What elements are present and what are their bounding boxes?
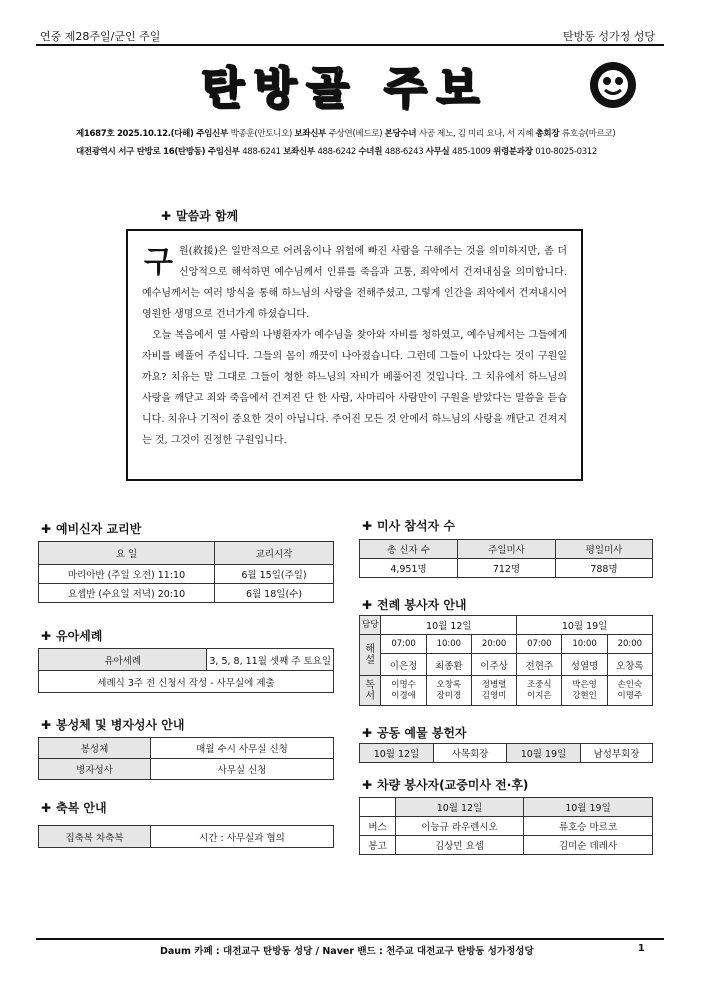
blessing-table: 집축복 차축복 시간 : 사무실과 협의	[38, 825, 334, 848]
table-row: 버스 이능규 라우렌시오 류호승 마르코	[360, 817, 653, 836]
role-label-reader: 독서	[360, 676, 381, 706]
cross-icon: ✚	[40, 718, 52, 732]
infant-baptism-title: ✚ 유아세례	[40, 629, 103, 643]
info-segment: 485-1009	[452, 147, 494, 157]
info-segment: 보좌신부	[294, 129, 329, 139]
info-segment: 주임신부	[207, 147, 243, 157]
cross-icon: ✚	[40, 629, 52, 643]
info-segment: 488-6241	[242, 147, 284, 157]
info-segment: 총회장	[535, 129, 562, 139]
ministers-title: ✚ 전례 봉사자 안내	[361, 598, 467, 612]
info-segment: 류호승(마르코)	[561, 129, 616, 139]
info-segment: 사공 제노, 김 미리 요나, 서 지혜	[418, 129, 536, 139]
info-segment: 488-6243	[384, 147, 426, 157]
offering-table: 10월 12일 사목회장 10월 19일 남성부회장	[359, 743, 653, 763]
drop-cap: 구	[144, 245, 173, 280]
table-header: 요 일	[39, 542, 215, 565]
word-paragraph-1: 구원(救援)은 일반적으로 어려움이나 위험에 빠진 사람을 구해주는 것을 의미하지만, 좀 더 신앙적으로 해석하면 예수님께서 인류를 죽음과 고통, 죄악에서 건져내심을 의미합니다. 예수님께서는 여러 방식을 통해 하느님의 사랑을 전해주셨고, 그렇게 인간을 죄악에서 건져내시어 영원한 생명으로 건너가게 하셨습니다.	[142, 245, 567, 320]
info-segment: 위령분과장	[493, 147, 536, 157]
table-row: 마리아반 (주일 오전) 11:10 6월 15일(주일)	[39, 565, 334, 584]
info-segment: 010-8025-0312	[535, 147, 598, 157]
vehicle-table: 10월 12일 10월 19일 버스 이능규 라우렌시오 류호승 마르코 봉고 김상민 요셉 김미순 데레사	[359, 797, 653, 855]
table-row: 이은정 최종환 이주상 전현주 성열명 오창록	[360, 654, 653, 676]
info-segment: 주임신부	[196, 129, 231, 139]
parish-logo-icon	[588, 60, 638, 110]
catechumen-title: ✚ 예비신자 교리반	[40, 522, 142, 536]
word-section-title: ✚ 말씀과 함께	[160, 209, 239, 223]
bulletin-info-line2	[76, 145, 597, 157]
vehicle-title: ✚ 차량 봉사자(교중미사 전·후)	[361, 778, 529, 792]
footer-text: Daum 카페 : 대전교구 탄방동 성당 / Naver 밴드 : 천주교 대전교구 탄방동 성가정성당	[160, 946, 534, 957]
cross-icon: ✚	[361, 778, 373, 792]
ministers-table: 담당 10월 12일 10월 19일 해설 07:00 10:00 20:00 07:00 10:00 20:00 이은정 최종환 이주상 전현주 성열명 오창록 독서 이명수 이경애 오창록 장미경 정병렬 김영미 조중식 이지은 박은영 강현인 손인숙 이명주	[359, 615, 653, 706]
attendance-title: ✚ 미사 참석자 수	[361, 519, 455, 533]
word-paragraph-2: 오늘 복음에서 열 사람의 나병환자가 예수님을 찾아와 자비를 청하였고, 예수님께서는 그들에게 자비를 베풀어 주십니다. 그들의 몸이 깨끗이 나아졌습니다. 그런데 그들이 나았다는 것이 구원일까요? 치유는 말 그대로 그들이 청한 하느님의 자비가 베풀어진 것입니다. 그 치유에서 하느님의 사랑을 깨닫고 죄와 죽음에서 건져진 단 한 사람, 사마리아 사람만이 구원을 받았다는 말씀을 듣습니다. 치유나 기적이 중요한 것이 아닙니다. 주어진 모든 것 안에서 하느님의 사랑을 깨닫고 건져지는 것, 그것이 진정한 구원입니다.	[142, 330, 567, 446]
table-row: 봉성체 매월 수시 사무실 신청	[39, 738, 334, 759]
info-segment: 제1687호 2025.10.12.(다해)	[76, 129, 197, 139]
cross-icon: ✚	[361, 519, 373, 533]
offering-title: ✚ 공동 예물 봉헌자	[361, 726, 467, 740]
cross-icon: ✚	[40, 522, 52, 536]
info-segment: 본당수녀	[384, 129, 419, 139]
cross-icon: ✚	[160, 209, 172, 223]
table-row: 병자성사 사무실 신청	[39, 759, 334, 780]
page-number: 1	[638, 943, 645, 954]
cross-icon: ✚	[361, 598, 373, 612]
header-rule	[36, 44, 664, 46]
header-left: 연중 제28주일/군인 주일	[40, 30, 161, 43]
word-box	[126, 229, 583, 481]
attendance-table: 총 신자 수 주일미사 평일미사 4,951명 712명 788명	[359, 539, 653, 578]
cross-icon: ✚	[361, 726, 373, 740]
info-segment: 주상연(베드로)	[328, 129, 385, 139]
communion-title: ✚ 봉성체 및 병자성사 안내	[40, 718, 185, 732]
infant-baptism-note: 세례식 3주 전 신청서 작성 - 사무실에 제출	[39, 671, 334, 693]
table-row: 독서 이명수 이경애 오창록 장미경 정병렬 김영미 조중식 이지은 박은영 강현인 손인숙 이명주	[360, 676, 653, 706]
bulletin-title: 탄방골 주보	[201, 63, 489, 114]
header-right: 탄방동 성가정 성당	[562, 30, 655, 43]
info-segment: 488-6242	[317, 147, 359, 157]
info-segment: 대전광역시 서구 탄방로 16(탄방동)	[76, 147, 208, 157]
cross-icon: ✚	[40, 801, 52, 815]
table-row: 봉고 김상민 요셉 김미순 데레사	[360, 836, 653, 855]
catechumen-table	[38, 541, 334, 603]
info-segment: 박종훈(안토니오)	[230, 129, 295, 139]
role-label-commentator: 해설	[360, 635, 381, 676]
info-segment: 사무실	[425, 147, 453, 157]
infant-baptism-table: 유아세례 3, 5, 8, 11월 셋째 주 토요일 세례식 3주 전 신청서 작성 - 사무실에 제출	[38, 648, 334, 693]
footer-rule	[36, 938, 664, 940]
info-segment: 수녀원	[358, 147, 385, 157]
table-header: 교리시작	[215, 542, 334, 565]
bulletin-info-line1	[76, 127, 615, 139]
blessing-title: ✚ 축복 안내	[40, 801, 107, 815]
communion-table	[38, 737, 334, 780]
table-row: 요셉반 (수요일 저녁) 20:10 6월 18일(수)	[39, 584, 334, 603]
info-segment: 보좌신부	[283, 147, 318, 157]
